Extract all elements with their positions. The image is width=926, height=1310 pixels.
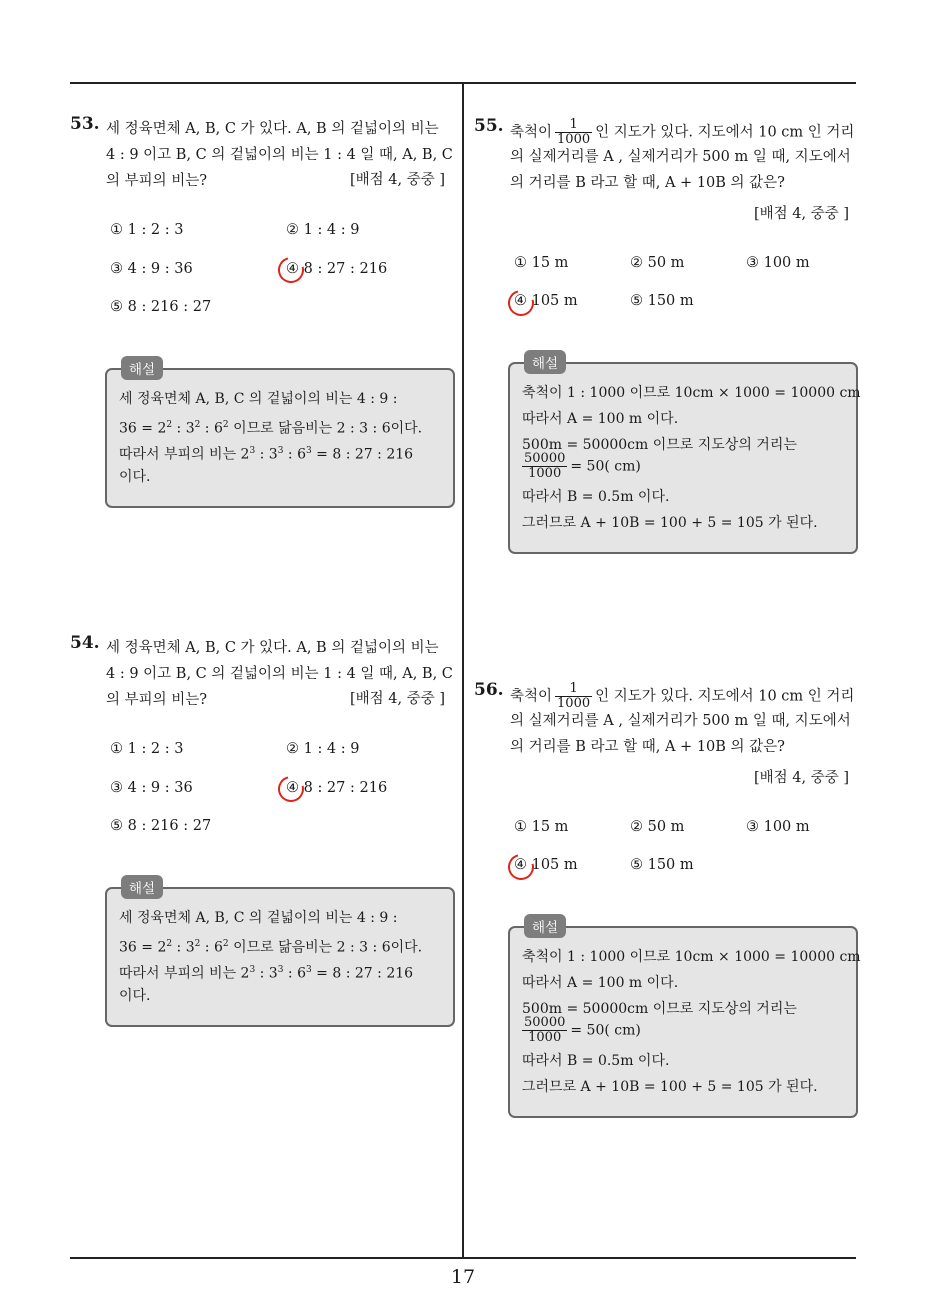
explanation-tag: 해설 [121,356,163,380]
choice-4[interactable]: ④ 8 : 27 : 216 [286,261,388,277]
problem-line: 의 부피의 비는? [106,173,208,189]
choice-1[interactable]: ① 1 : 2 : 3 [110,222,184,238]
explanation-line: 따라서 부피의 비는 $2^3$ : $3^3$ : $6^3 = 8$ : 27 : 216 [119,446,414,463]
problem-line: 축척이 $\frac{1}{1000}$ 인 지도가 있다. 지도에서 10 cm 인 거리 [510,681,855,711]
problem-line: 의 부피의 비는? [106,692,208,708]
explanation-line: 그러므로 A + 10B = 100 + 5 = 105 가 된다. [522,1079,818,1095]
choice-2[interactable]: ② 1 : 4 : 9 [286,222,360,238]
choice-2[interactable]: ② 50 m [630,255,685,271]
problem-line: 의 실제거리를 A , 실제거리가 500 m 일 때, 지도에서 [510,713,851,729]
column-divider [462,82,464,1259]
explanation-line: 축척이 1 : 1000 이므로 10cm × 1000 = 10000 cm [522,949,861,965]
answer-circle-icon [273,252,309,288]
scale-fraction: $\frac{1}{1000}$ [557,681,591,711]
explanation-line: 따라서 B = 0.5m 이다. [522,1053,670,1069]
explanation-tag: 해설 [524,914,566,938]
choice-4[interactable]: ④ 8 : 27 : 216 [286,780,388,796]
choice-4[interactable]: ④ 105 m [514,857,578,873]
explanation-line: 500m = 50000cm 이므로 지도상의 거리는 [522,1001,797,1017]
problem-number: 53. [70,114,100,134]
choice-5[interactable]: ⑤ 150 m [630,857,694,873]
explanation-line: $\frac{50000}{1000}$ = 50( cm) [524,451,641,481]
problem-line: 세 정육면체 A, B, C 가 있다. A, B 의 겉넓이의 비는 [106,121,439,137]
problem-line: 4 : 9 이고 B, C 의 겉넓이의 비는 1 : 4 일 때, A, B, C [106,147,453,163]
explanation-box [508,356,861,554]
explanation-line: 따라서 A = 100 m 이다. [522,975,679,991]
explanation-tag: 해설 [524,350,566,374]
points-label: [배점 4, 중중 ] [350,172,446,188]
explanation-body [522,380,861,536]
answer-circle-icon [503,849,539,885]
choice-3[interactable]: ③ 100 m [746,255,810,271]
explanation-box [508,920,861,1118]
problem-number: 55. [474,116,504,136]
bottom-rule [70,1257,856,1259]
explanation-line: 따라서 A = 100 m 이다. [522,411,679,427]
explanation-line: $36 = 2^2$ : $3^2$ : $6^2$ 이므로 닮음비는 2 : 3 : 6이다. [119,939,423,956]
choice-5[interactable]: ⑤ 8 : 216 : 27 [110,818,212,834]
points-label: [배점 4, 중중 ] [754,770,850,786]
choice-1[interactable]: ① 15 m [514,255,569,271]
explanation-line: 이다. [119,469,151,485]
choice-2[interactable]: ② 1 : 4 : 9 [286,741,360,757]
problem-line: 의 거리를 B 라고 할 때, A + 10B 의 값은? [510,175,785,191]
scale-fraction: $\frac{1}{1000}$ [557,117,591,147]
explanation-box [105,881,455,1027]
choice-3[interactable]: ③ 4 : 9 : 36 [110,780,193,796]
explanation-body [522,944,861,1100]
explanation-line: 세 정육면체 A, B, C 의 겉넓이의 비는 4 : 9 : [119,391,398,407]
explanation-line: 그러므로 A + 10B = 100 + 5 = 105 가 된다. [522,515,818,531]
explanation-line: 이다. [119,988,151,1004]
choice-5[interactable]: ⑤ 150 m [630,293,694,309]
choice-1[interactable]: ① 1 : 2 : 3 [110,741,184,757]
choice-5[interactable]: ⑤ 8 : 216 : 27 [110,299,212,315]
explanation-body [119,386,422,490]
explanation-tag: 해설 [121,875,163,899]
explanation-box [105,362,455,508]
choice-4[interactable]: ④ 105 m [514,293,578,309]
choice-3[interactable]: ③ 100 m [746,819,810,835]
problem-line: 의 실제거리를 A , 실제거리가 500 m 일 때, 지도에서 [510,149,851,165]
problem-text [510,682,854,760]
answer-circle-icon [503,285,539,321]
problem-line: 세 정육면체 A, B, C 가 있다. A, B 의 겉넓이의 비는 [106,640,439,656]
explanation-line: 따라서 B = 0.5m 이다. [522,489,670,505]
problem-text [510,118,854,196]
explanation-line: 세 정육면체 A, B, C 의 겉넓이의 비는 4 : 9 : [119,910,398,926]
explanation-line: 축척이 1 : 1000 이므로 10cm × 1000 = 10000 cm [522,385,861,401]
problem-line: 축척이 $\frac{1}{1000}$ 인 지도가 있다. 지도에서 10 cm 인 거리 [510,117,855,147]
explanation-line: $\frac{50000}{1000}$ = 50( cm) [524,1015,641,1045]
points-label: [배점 4, 중중 ] [350,691,446,707]
explanation-body [119,905,422,1009]
explanation-line: $36 = 2^2$ : $3^2$ : $6^2$ 이므로 닮음비는 2 : 3 : 6이다. [119,420,423,437]
explanation-line: 500m = 50000cm 이므로 지도상의 거리는 [522,437,797,453]
choice-3[interactable]: ③ 4 : 9 : 36 [110,261,193,277]
problem-number: 54. [70,633,100,653]
problem-number: 56. [474,680,504,700]
page-number: 17 [450,1266,476,1288]
choice-2[interactable]: ② 50 m [630,819,685,835]
problem-line: 4 : 9 이고 B, C 의 겉넓이의 비는 1 : 4 일 때, A, B, C [106,666,453,682]
choice-1[interactable]: ① 15 m [514,819,569,835]
problem-line: 의 거리를 B 라고 할 때, A + 10B 의 값은? [510,739,785,755]
answer-circle-icon [273,771,309,807]
explanation-line: 따라서 부피의 비는 $2^3$ : $3^3$ : $6^3 = 8$ : 27 : 216 [119,965,414,982]
points-label: [배점 4, 중중 ] [754,206,850,222]
